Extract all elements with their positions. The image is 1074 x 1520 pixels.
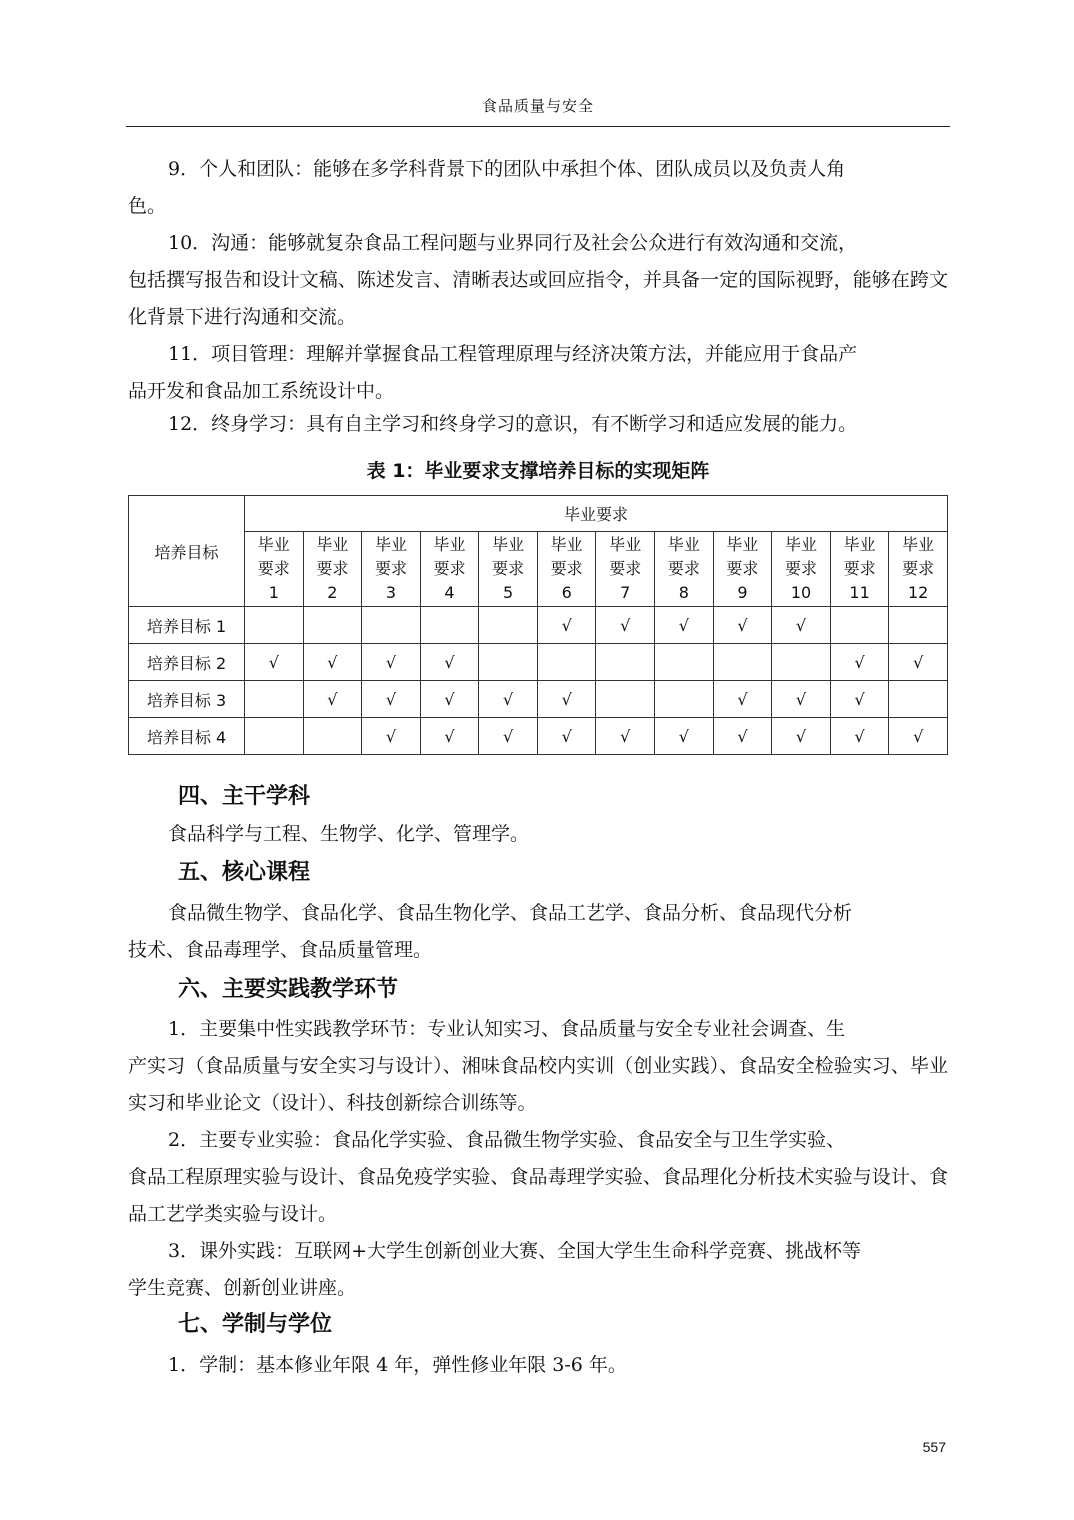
column-header-5: [479, 532, 538, 607]
row-label: 培养目标 3: [129, 681, 245, 718]
column-header-4: [420, 532, 479, 607]
column-header-8: [655, 532, 714, 607]
paragraph-12-line1: 12．终身学习：具有自主学习和终身学习的意识，有不断学习和适应发展的能力。: [168, 413, 858, 435]
column-header-9: [713, 532, 772, 607]
matrix-cell: √: [537, 607, 596, 644]
column-header-12-line2: 要求: [902, 559, 935, 578]
paragraph-10-rest: 包括撰写报告和设计文稿、陈述发言、清晰表达或回应指令，并具备一定的国际视野，能够在跨文化背景下进行沟通和交流。: [128, 269, 948, 328]
column-header-2-num: 2: [327, 583, 338, 602]
column-header-2-line1: 毕业: [316, 535, 349, 554]
column-header-10-num: 10: [790, 583, 812, 602]
matrix-cell: √: [830, 644, 889, 681]
section-6-item-3-rest: 学生竞赛、创新创业讲座。: [128, 1277, 357, 1299]
matrix-cell: √: [537, 681, 596, 718]
column-header-11-line1: 毕业: [843, 535, 876, 554]
column-header-9-num: 9: [737, 583, 748, 602]
section-4-line: 食品科学与工程、生物学、化学、管理学。: [168, 823, 530, 845]
column-header-6-line2: 要求: [550, 559, 583, 578]
column-header-8-line1: 毕业: [667, 535, 700, 554]
column-header-3-line2: 要求: [374, 559, 407, 578]
table-row: [129, 644, 948, 681]
header-rule: [126, 126, 950, 127]
column-header-5-num: 5: [503, 583, 514, 602]
matrix-cell: √: [479, 718, 538, 755]
page-number: 557: [922, 1439, 946, 1455]
matrix-cell: √: [713, 681, 772, 718]
column-header-3: [362, 532, 421, 607]
column-header-12-num: 12: [908, 583, 929, 602]
column-header-6-line1: 毕业: [550, 535, 583, 554]
section-heading-5: 五、核心课程: [178, 860, 311, 885]
matrix-cell: [362, 607, 421, 644]
matrix-cell: [772, 644, 831, 681]
matrix-cell: √: [420, 681, 479, 718]
matrix-cell: [537, 644, 596, 681]
paragraph-9-line1: 9．个人和团队：能够在多学科背景下的团队中承担个体、团队成员以及负责人角: [168, 158, 846, 180]
column-header-7-line2: 要求: [609, 559, 642, 578]
matrix-cell: [596, 681, 655, 718]
column-header-6: [537, 532, 596, 607]
column-header-9-line2: 要求: [726, 559, 759, 578]
column-header-7-line1: 毕业: [609, 535, 642, 554]
column-header-10-line2: 要求: [784, 559, 817, 578]
matrix-cell: [655, 644, 714, 681]
section-6-item-2-rest: 食品工程原理实验与设计、食品免疫学实验、食品毒理学实验、食品理化分析技术实验与设计、食品工艺学类实验与设计。: [128, 1166, 948, 1225]
matrix-cell: √: [830, 718, 889, 755]
column-header-2: [303, 532, 362, 607]
matrix-cell: [889, 681, 948, 718]
matrix-cell: √: [596, 718, 655, 755]
section-6-item-3-line1: 3．课外实践：互联网+大学生创新创业大赛、全国大学生生命科学竞赛、挑战杯等: [168, 1240, 862, 1262]
row-label: 培养目标 1: [129, 607, 245, 644]
column-header-10: [772, 532, 831, 607]
matrix-cell: √: [655, 718, 714, 755]
column-header-4-line2: 要求: [433, 559, 466, 578]
matrix-cell: [889, 607, 948, 644]
matrix-cell: √: [362, 718, 421, 755]
section-5-text: [128, 895, 948, 969]
matrix-cell: [596, 644, 655, 681]
matrix-cell: [830, 607, 889, 644]
section-6-item-3: [128, 1233, 948, 1307]
column-header-1-num: 1: [268, 583, 279, 602]
matrix-cell: [655, 681, 714, 718]
matrix-cell: √: [713, 607, 772, 644]
column-header-7-num: 7: [620, 583, 631, 602]
column-header-4-num: 4: [444, 583, 455, 602]
table-caption: 表 1：毕业要求支撑培养目标的实现矩阵: [366, 460, 710, 482]
column-header-12-line1: 毕业: [902, 535, 935, 554]
section-4-text: [128, 816, 948, 853]
column-header-10-line1: 毕业: [784, 535, 817, 554]
paragraph-10-line1: 10．沟通：能够就复杂食品工程问题与业界同行及社会公众进行有效沟通和交流，: [168, 232, 858, 254]
paragraph-11: [128, 336, 948, 410]
column-header-8-num: 8: [678, 583, 689, 602]
section-5-line1: 食品微生物学、食品化学、食品生物化学、食品工艺学、食品分析、食品现代分析: [168, 902, 853, 924]
matrix-cell: √: [362, 644, 421, 681]
matrix-cell: [303, 607, 362, 644]
matrix-cell: √: [596, 607, 655, 644]
column-header-11-num: 11: [849, 583, 870, 602]
paragraph-9-rest: 色。: [128, 195, 167, 217]
column-header-5-line1: 毕业: [492, 535, 525, 554]
matrix-cell: [479, 644, 538, 681]
matrix-cell: [303, 718, 362, 755]
matrix-cell: √: [830, 681, 889, 718]
matrix-cell: √: [420, 718, 479, 755]
column-header-1-line2: 要求: [257, 559, 290, 578]
column-header-2-line2: 要求: [316, 559, 349, 578]
column-header-1-line1: 毕业: [257, 535, 290, 554]
matrix-cell: √: [713, 718, 772, 755]
section-heading-4: 四、主干学科: [178, 784, 311, 809]
group-header: 毕业要求: [245, 496, 948, 532]
matrix-cell: √: [479, 681, 538, 718]
row-label: 培养目标 2: [129, 644, 245, 681]
matrix-cell: √: [420, 644, 479, 681]
paragraph-11-rest: 品开发和食品加工系统设计中。: [128, 380, 395, 402]
paragraph-12: [128, 406, 948, 443]
section-5-rest: 技术、食品毒理学、食品质量管理。: [128, 939, 433, 961]
matrix-cell: √: [772, 607, 831, 644]
row-label: 培养目标 4: [129, 718, 245, 755]
column-header-7: [596, 532, 655, 607]
section-6-item-1-line1: 1．主要集中性实践教学环节：专业认知实习、食品质量与安全专业社会调查、生: [168, 1018, 846, 1040]
section-7-line: 1．学制：基本修业年限 4 年，弹性修业年限 3-6 年。: [168, 1354, 627, 1376]
matrix-cell: √: [889, 644, 948, 681]
section-7-text: [128, 1347, 948, 1384]
running-header: 食品质量与安全: [481, 97, 594, 115]
matrix-cell: [479, 607, 538, 644]
section-6-item-1: [128, 1011, 948, 1122]
column-header-11: [830, 532, 889, 607]
section-6-item-2: [128, 1122, 948, 1233]
matrix-cell: [713, 644, 772, 681]
table-row: [129, 681, 948, 718]
column-header-3-num: 3: [385, 583, 397, 602]
paragraph-9: [128, 151, 948, 225]
section-6-item-1-rest: 产实习（食品质量与安全实习与设计）、湘味食品校内实训（创业实践）、食品安全检验实习、毕业实习和毕业论文（设计）、科技创新综合训练等。: [128, 1055, 948, 1114]
requirements-matrix-table: [128, 495, 948, 755]
column-header-4-line1: 毕业: [433, 535, 466, 554]
matrix-cell: [245, 607, 304, 644]
column-header-11-line2: 要求: [843, 559, 876, 578]
table-row: [129, 607, 948, 644]
matrix-cell: [245, 718, 304, 755]
matrix-cell: √: [772, 681, 831, 718]
row-header-label: 培养目标: [129, 496, 245, 607]
paragraph-10: [128, 225, 948, 336]
section-heading-6: 六、主要实践教学环节: [178, 977, 399, 1002]
column-header-9-line1: 毕业: [726, 535, 759, 554]
column-header-3-line1: 毕业: [374, 535, 407, 554]
section-6-item-2-line1: 2．主要专业实验：食品化学实验、食品微生物学实验、食品安全与卫生学实验、: [168, 1129, 846, 1151]
column-header-12: [889, 532, 948, 607]
matrix-cell: √: [889, 718, 948, 755]
matrix-cell: [245, 681, 304, 718]
matrix-cell: √: [245, 644, 304, 681]
column-header-6-num: 6: [561, 583, 572, 602]
column-header-5-line2: 要求: [492, 559, 525, 578]
column-header-8-line2: 要求: [667, 559, 700, 578]
paragraph-11-line1: 11．项目管理：理解并掌握食品工程管理原理与经济决策方法，并能应用于食品产: [168, 343, 858, 365]
matrix-cell: √: [303, 644, 362, 681]
matrix-cell: √: [655, 607, 714, 644]
table-row: [129, 718, 948, 755]
matrix-cell: √: [303, 681, 362, 718]
matrix-cell: √: [772, 718, 831, 755]
matrix-cell: √: [362, 681, 421, 718]
matrix-cell: [420, 607, 479, 644]
section-heading-7: 七、学制与学位: [178, 1312, 333, 1337]
column-header-1: [245, 532, 304, 607]
matrix-cell: √: [537, 718, 596, 755]
